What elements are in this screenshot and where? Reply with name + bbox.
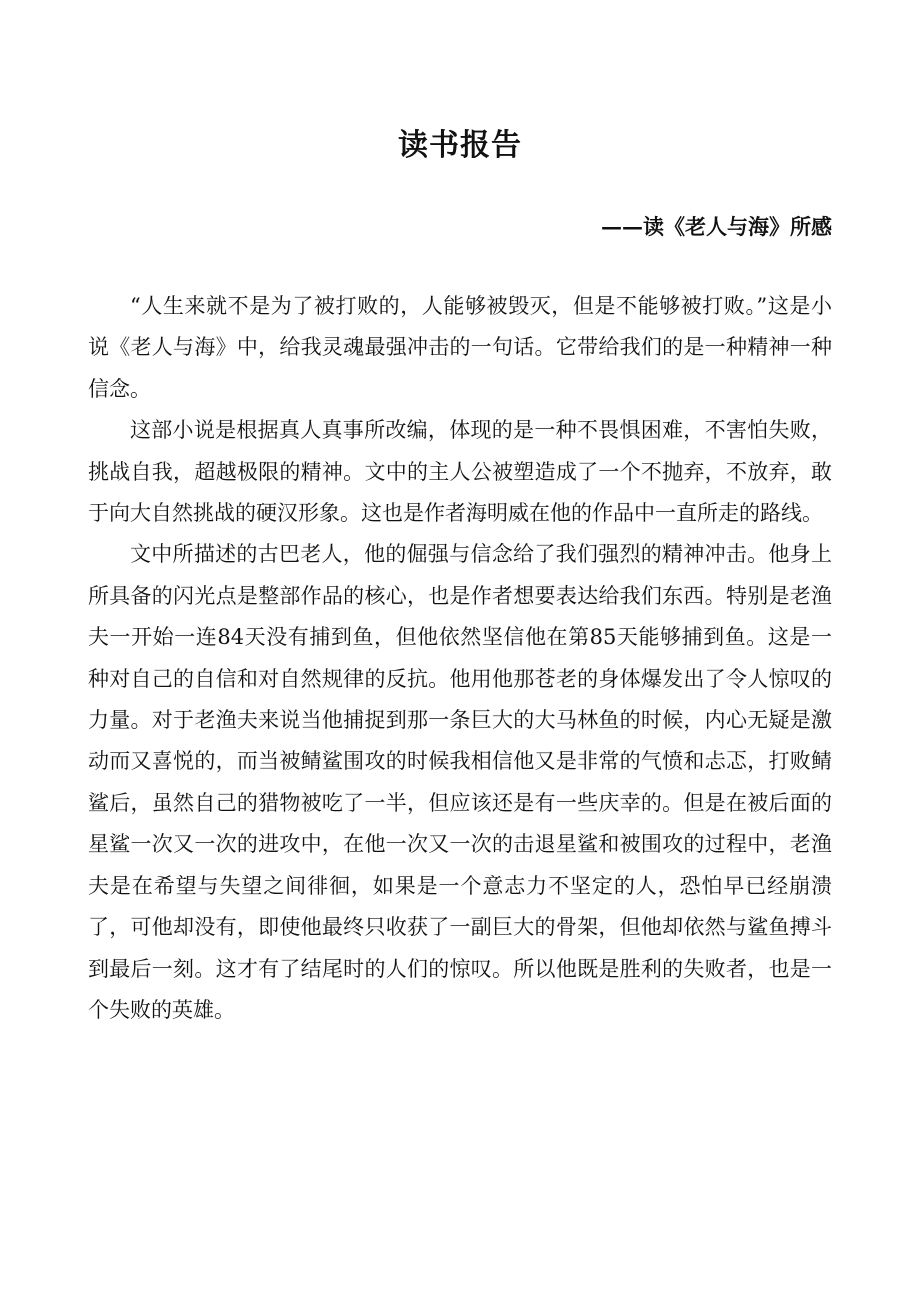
- document-body: [88, 286, 832, 1031]
- paragraph-3: 文中所描述的古巴老人，他的倔强与信念给了我们强烈的精神冲击。他身上所具备的闪光点是整部作品的核心，也是作者想要表达给我们东西。特别是老渔夫一开始一连84天没有捕到鱼，但他依然坚信他在第85天能够捕到鱼。这是一种对自己的自信和对自然规律的反抗。他用他那苍老的身体爆发出了令人惊叹的力量。对于老渔夫来说当他捕捉到那一条巨大的大马林鱼的时候，内心无疑是激动而又喜悦的，而当被鲭鲨围攻的时候我相信他又是非常的气愤和忐忑，打败鲭鲨后，虽然自己的猎物被吃了一半，但应该还是有一些庆幸的。但是在被后面的星鲨一次又一次的进攻中，在他一次又一次的击退星鲨和被围攻的过程中，老渔夫是在希望与失望之间徘徊，如果是一个意志力不坚定的人，恐怕早已经崩溃了，可他却没有，即使他最终只收获了一副巨大的骨架，但他却依然与鲨鱼搏斗到最后一刻。这才有了结尾时的人们的惊叹。所以他既是胜利的失败者，也是一个失败的英雄。: [88, 542, 832, 1022]
- paragraph-1: “人生来就不是为了被打败的，人能够被毁灭，但是不能够被打败。”这是小说《老人与海》中，给我灵魂最强冲击的一句话。它带给我们的是一种精神一种信念。: [88, 294, 832, 401]
- document-subtitle: ——读《老人与海》所感: [601, 214, 832, 239]
- paragraph-2: 这部小说是根据真人真事所改编，体现的是一种不畏惧困难，不害怕失败，挑战自我，超越极限的精神。文中的主人公被塑造成了一个不抛弃，不放弃，敢于向大自然挑战的硬汉形象。这也是作者海明威在他的作品中一直所走的路线。: [88, 418, 832, 526]
- document-title: 读书报告: [398, 128, 522, 163]
